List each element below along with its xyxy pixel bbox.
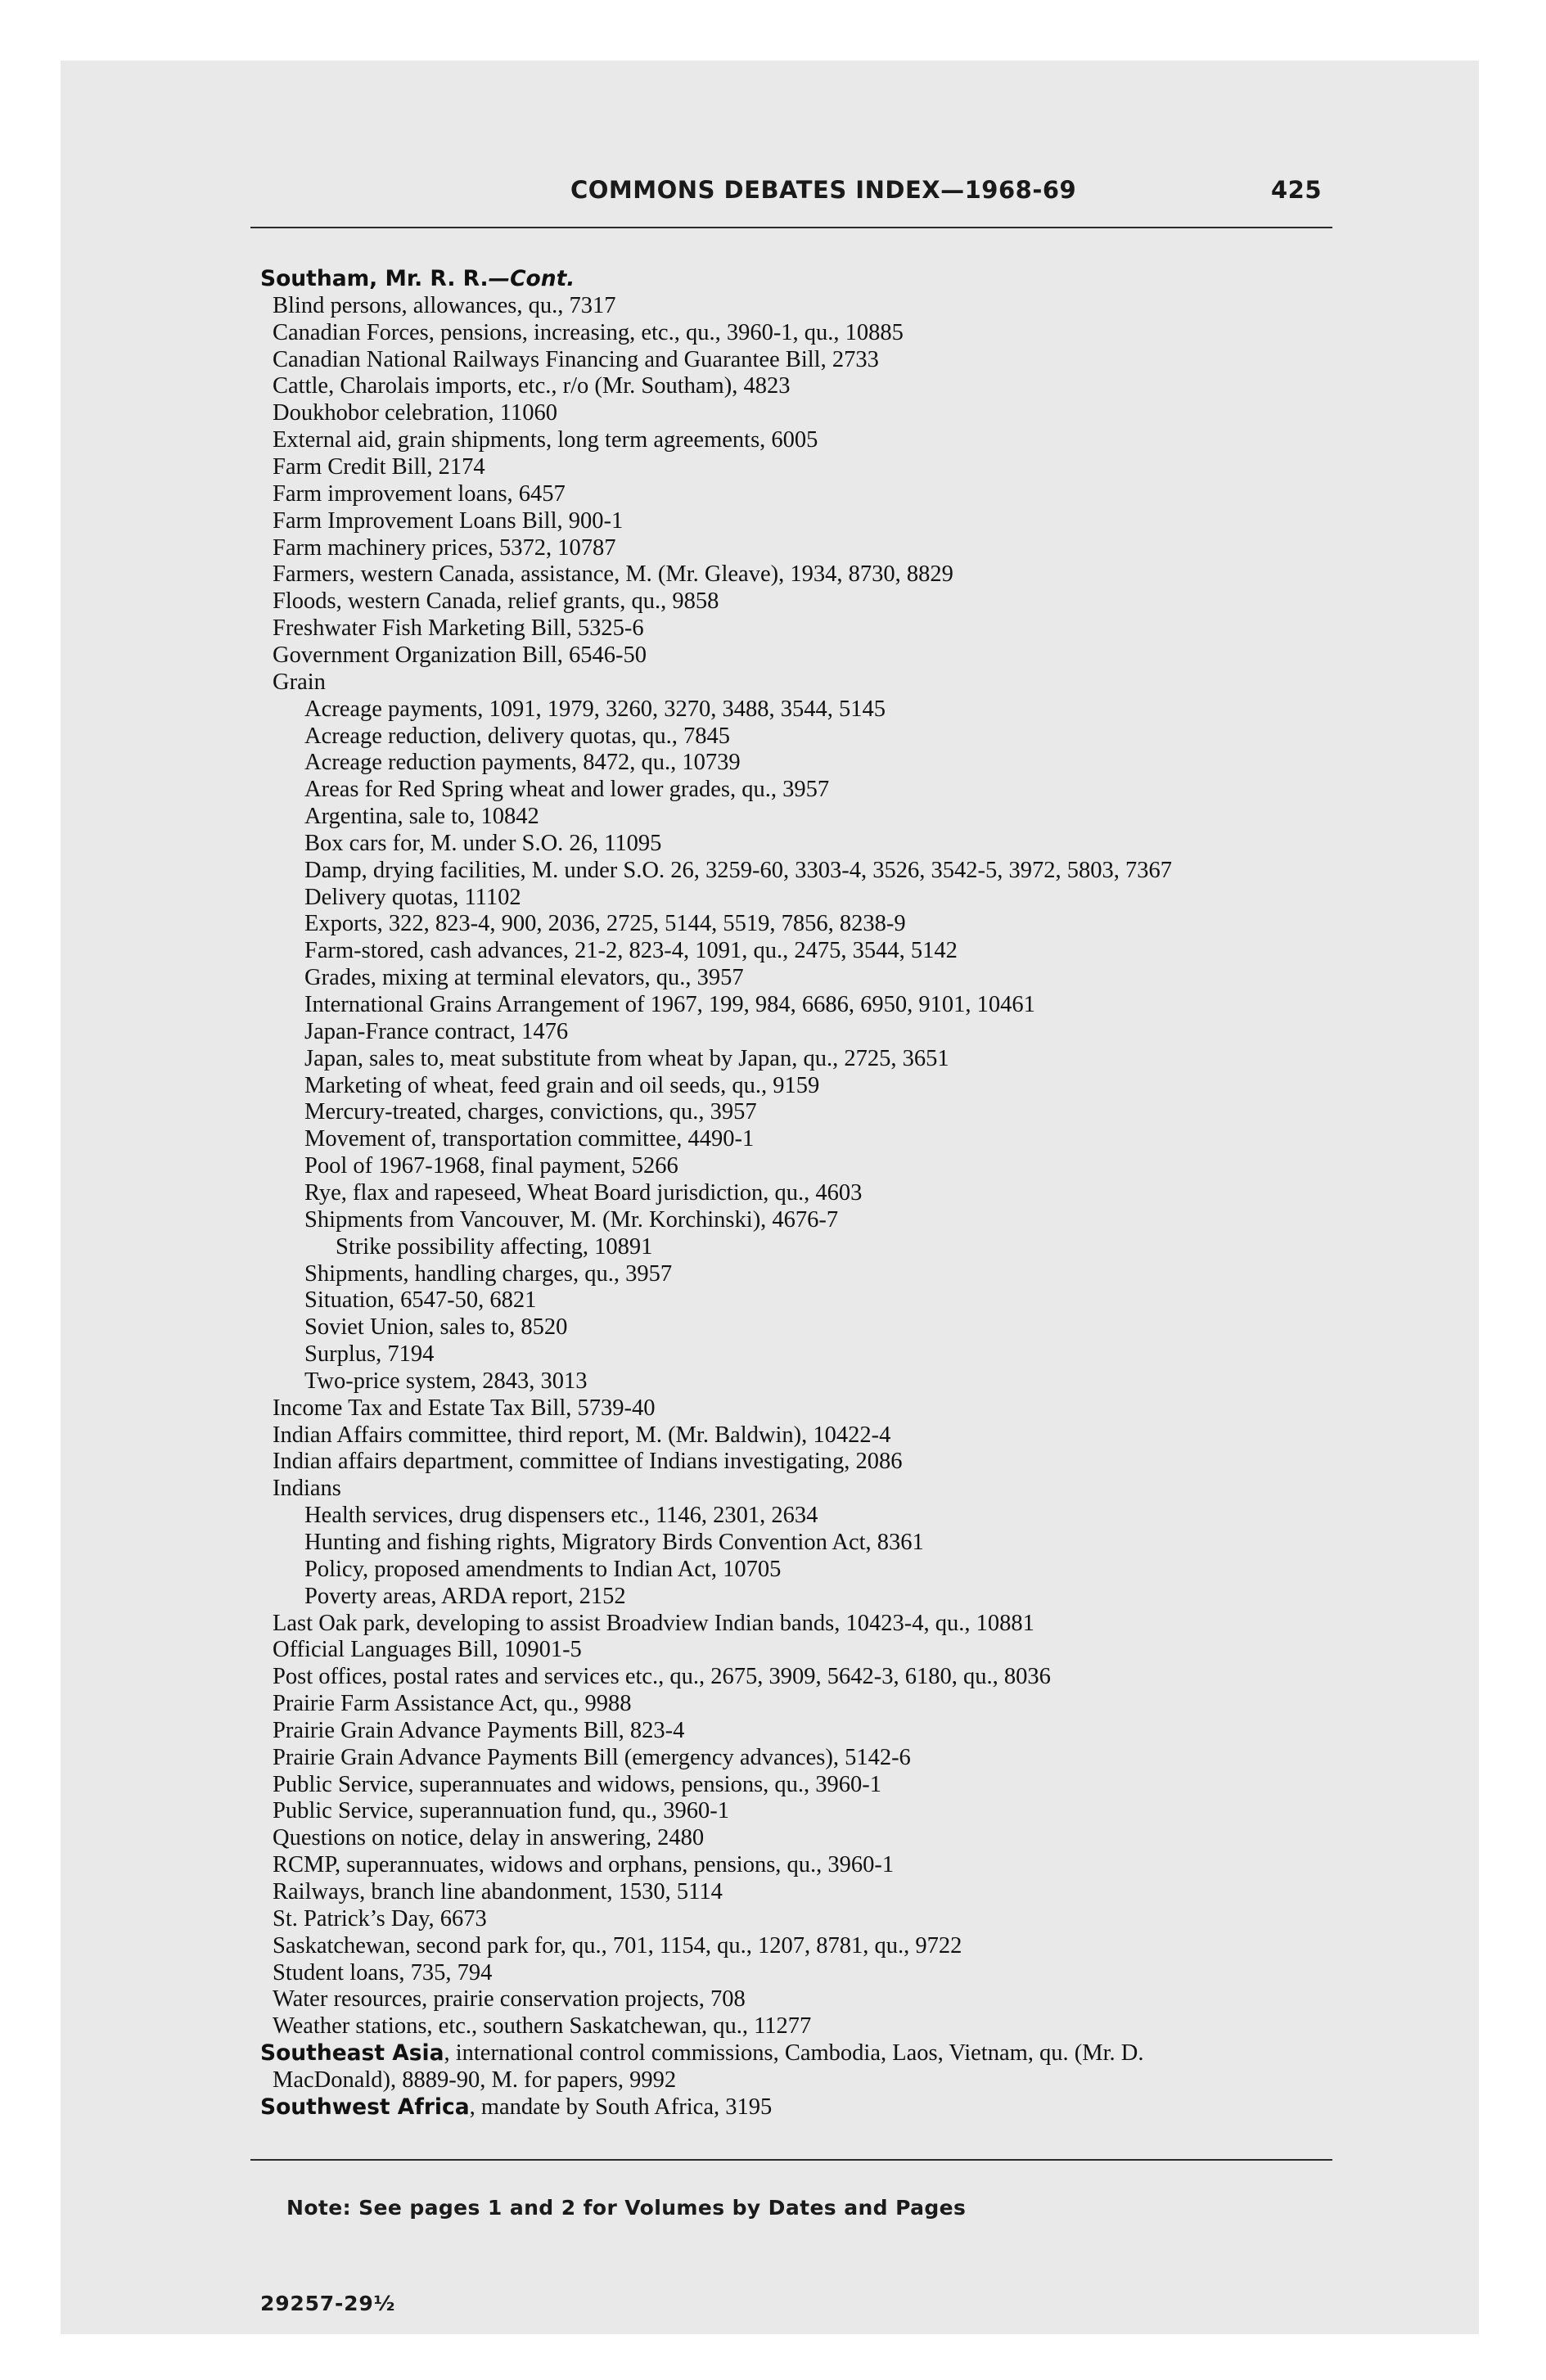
index-entry	[304, 751, 741, 775]
index-entry	[304, 1585, 626, 1609]
entry-text: External aid, grain shipments, long term agreements, 6005	[273, 427, 818, 453]
index-entry	[273, 1959, 493, 1986]
entry-text: Last Oak park, developing to assist Broadview Indian bands, 10423-4, qu., 10881	[273, 1610, 1034, 1636]
index-entry	[273, 644, 647, 668]
index-entry	[304, 886, 521, 910]
entry-text: Floods, western Canada, relief grants, qu., 9858	[273, 588, 719, 615]
entry-text: Japan-France contract, 1476	[304, 1018, 569, 1044]
index-entry	[273, 402, 557, 426]
entry-heading-suffix: —Cont.	[488, 266, 575, 291]
entry-text: Argentina, sale to, 10842	[304, 804, 539, 829]
entry-text: International Grains Arrangement of 1967, 199, 984, 6686, 6950, 9101, 10461	[304, 992, 1035, 1017]
index-entry	[304, 1072, 820, 1098]
entry-text: Acreage reduction payments, 8472, qu., 10739	[304, 750, 741, 776]
entry-text: Prairie Grain Advance Payments Bill (emergency advances), 5142-6	[273, 1744, 911, 1770]
index-entry	[273, 2015, 811, 2039]
entry-text: St. Patrick’s Day, 6673	[273, 1905, 487, 1931]
entry-text: Farm improvement loans, 6457	[273, 480, 566, 507]
entry-text: Indians	[273, 1476, 341, 1502]
entry-text: Soviet Union, sales to, 8520	[304, 1314, 568, 1341]
index-entry	[304, 1558, 781, 1582]
entry-text: Exports, 322, 823-4, 900, 2036, 2725, 5144, 5519, 7856, 8238-9	[304, 911, 906, 937]
index-entry	[273, 1881, 723, 1904]
entry-text: Canadian National Railways Financing and Guarantee Bill, 2733	[273, 346, 879, 372]
index-entry	[304, 1179, 863, 1206]
index-entry	[273, 1932, 962, 1959]
entry-text: Marketing of wheat, feed grain and oil seeds, qu., 9159	[304, 1072, 820, 1098]
print-code: 29257-29½	[260, 2292, 396, 2315]
index-entry	[304, 1206, 839, 1233]
entry-text: Shipments from Vancouver, M. (Mr. Korchinski), 4676-7	[304, 1206, 839, 1233]
index-entry	[273, 480, 566, 507]
entry-text: MacDonald), 8889-90, M. for papers, 9992	[273, 2067, 677, 2093]
index-entry	[304, 1128, 754, 1152]
entry-text: Prairie Grain Advance Payments Bill, 823-4	[273, 1717, 685, 1743]
entry-text: Situation, 6547-50, 6821	[304, 1287, 537, 1314]
page-title: COMMONS DEBATES INDEX—1968-69	[570, 176, 1077, 204]
index-entry	[273, 1450, 903, 1474]
entry-text: Weather stations, etc., southern Saskatchewan, qu., 11277	[273, 2013, 812, 2040]
entry-text: Railways, branch line abandonment, 1530, 5114	[273, 1879, 723, 1904]
index-entry	[304, 859, 1172, 883]
entry-text: Farm Improvement Loans Bill, 900-1	[273, 507, 624, 534]
index-entry	[304, 913, 906, 936]
entry-text: Pool of 1967-1968, final payment, 5266	[304, 1153, 678, 1179]
index-entry	[260, 268, 575, 291]
entry-text: Rye, flax and rapeseed, Wheat Board jurisdiction, qu., 4603	[304, 1179, 863, 1206]
index-entry	[273, 590, 719, 614]
entry-text: Official Languages Bill, 10901-5	[273, 1637, 582, 1663]
index-entry	[304, 832, 661, 856]
index-entry	[273, 1424, 890, 1448]
entry-text: Income Tax and Estate Tax Bill, 5739-40	[273, 1395, 656, 1421]
entry-text: Government Organization Bill, 6546-50	[273, 642, 647, 668]
index-entry	[273, 563, 953, 587]
entry-text: Public Service, superannuates and widows, pensions, qu., 3960-1	[273, 1771, 882, 1797]
index-entry	[304, 1045, 949, 1071]
entry-text: Student loans, 735, 794	[273, 1959, 493, 1986]
entry-text: Farm-stored, cash advances, 21-2, 823-4, 1091, qu., 2475, 3544, 5142	[304, 938, 958, 964]
entry-text: , mandate by South Africa, 3195	[469, 2094, 773, 2120]
index-entry	[304, 1155, 678, 1179]
index-entry	[273, 1905, 487, 1931]
entry-heading: Southam, Mr. R. R.	[260, 266, 489, 291]
index-entry	[273, 617, 644, 641]
index-entry	[273, 1988, 746, 2012]
index-entry	[260, 2096, 772, 2120]
index-entry	[304, 1018, 569, 1044]
entry-text: Acreage reduction, delivery quotas, qu., 7845	[304, 723, 730, 749]
entry-text: Prairie Farm Assistance Act, qu., 9988	[273, 1691, 632, 1717]
entry-text: Farm Credit Bill, 2174	[273, 454, 485, 480]
index-entry	[273, 1771, 882, 1797]
entry-text: Post offices, postal rates and services etc., qu., 2675, 3909, 5642-3, 6180, qu., 8036	[273, 1664, 1051, 1690]
index-entry	[273, 1477, 341, 1501]
index-entry	[304, 994, 1035, 1017]
entry-text: Damp, drying facilities, M. under S.O. 26, 3259-60, 3303-4, 3526, 3542-5, 3972, 5803, 7367	[304, 857, 1172, 883]
entry-text: Farmers, western Canada, assistance, M. (Mr. Gleave), 1934, 8730, 8829	[273, 561, 953, 588]
index-entry	[273, 1854, 894, 1877]
entry-text: Areas for Red Spring wheat and lower grades, qu., 3957	[304, 777, 830, 803]
index-entry	[273, 1800, 729, 1823]
index-entry	[273, 292, 616, 318]
entry-text: Indian affairs department, committee of Indians investigating, 2086	[273, 1449, 903, 1475]
entry-text: Hunting and fishing rights, Migratory Birds Convention Act, 8361	[304, 1530, 924, 1555]
entry-text: Indian Affairs committee, third report, M. (Mr. Baldwin), 10422-4	[273, 1422, 891, 1448]
entry-text: Movement of, transportation committee, 4490-1	[304, 1126, 755, 1152]
footer-rule	[250, 2159, 1332, 2161]
page-number: 425	[1271, 176, 1323, 204]
entry-heading: Southwest Africa	[260, 2094, 470, 2120]
entry-text: Canadian Forces, pensions, increasing, etc., qu., 3960-1, qu., 10885	[273, 319, 904, 345]
entry-text: Shipments, handling charges, qu., 3957	[304, 1260, 673, 1287]
index-entry	[304, 1531, 924, 1555]
entry-text: Two-price system, 2843, 3013	[304, 1368, 588, 1394]
index-entry	[273, 2069, 676, 2093]
index-entry	[304, 967, 744, 990]
index-entry	[273, 1666, 1051, 1689]
entry-text: Cattle, Charolais imports, etc., r/o (Mr. Southam), 4823	[273, 373, 791, 399]
index-entry	[304, 1260, 673, 1287]
entry-text: Freshwater Fish Marketing Bill, 5325-6	[273, 615, 644, 641]
index-entry	[273, 1639, 582, 1662]
entry-text: Questions on notice, delay in answering, 2480	[273, 1825, 705, 1851]
entry-text: Box cars for, M. under S.O. 26, 11095	[304, 830, 662, 856]
entry-text: Policy, proposed amendments to Indian Act, 10705	[304, 1556, 782, 1582]
index-entry	[304, 725, 730, 749]
index-entry	[304, 940, 958, 963]
entry-text: , international control commissions, Cambodia, Laos, Vietnam, qu. (Mr. D.	[444, 2040, 1144, 2067]
entry-text: Poverty areas, ARDA report, 2152	[304, 1583, 626, 1609]
entry-text: Delivery quotas, 11102	[304, 884, 521, 910]
entry-text: Doukhobor celebration, 11060	[273, 400, 557, 426]
entry-text: Japan, sales to, meat substitute from wheat by Japan, qu., 2725, 3651	[304, 1045, 949, 1071]
index-entry	[273, 1827, 704, 1850]
entry-text: Acreage payments, 1091, 1979, 3260, 3270, 3488, 3544, 5145	[304, 696, 886, 722]
index-entry	[304, 1316, 567, 1340]
entry-text: Mercury-treated, charges, convictions, qu., 3957	[304, 1099, 757, 1125]
index-entry	[273, 1744, 911, 1770]
index-entry	[273, 534, 616, 561]
entry-text: Grades, mixing at terminal elevators, qu., 3957	[304, 965, 744, 991]
index-entry	[304, 1343, 434, 1367]
index-entry	[273, 507, 624, 534]
index-entry	[304, 805, 539, 829]
index-entry	[273, 429, 818, 453]
entry-text: Strike possibility affecting, 10891	[336, 1233, 653, 1260]
index-entry	[273, 319, 904, 345]
entry-text: Blind persons, allowances, qu., 7317	[273, 292, 616, 318]
entry-text: Public Service, superannuation fund, qu., 3960-1	[273, 1798, 730, 1824]
entry-text: RCMP, superannuates, widows and orphans, pensions, qu., 3960-1	[273, 1852, 895, 1878]
entry-text: Farm machinery prices, 5372, 10787	[273, 534, 616, 561]
index-entry	[273, 1397, 655, 1421]
index-entry	[304, 1370, 588, 1394]
index-entry	[273, 1693, 632, 1716]
index-entry	[273, 456, 485, 480]
index-entry	[260, 2042, 1143, 2066]
volumes-note: Note: See pages 1 and 2 for Volumes by Dates and Pages	[286, 2196, 967, 2220]
index-entry	[273, 375, 790, 399]
index-entry	[304, 778, 829, 802]
entry-text: Saskatchewan, second park for, qu., 701, 1154, qu., 1207, 8781, qu., 9722	[273, 1932, 962, 1959]
entry-text: Surplus, 7194	[304, 1341, 435, 1367]
index-entry	[304, 1504, 818, 1528]
entry-text: Grain	[273, 669, 326, 695]
entry-heading: Southeast Asia	[260, 2040, 444, 2067]
index-entry	[304, 1289, 536, 1313]
index-entry	[273, 1717, 685, 1743]
index-entry	[273, 1612, 1034, 1636]
entry-text: Health services, drug dispensers etc., 1146, 2301, 2634	[304, 1503, 818, 1529]
index-entry	[273, 671, 326, 695]
index-entry	[273, 346, 879, 372]
index-entry	[336, 1233, 653, 1260]
index-entry	[304, 1101, 757, 1125]
index-entry	[304, 698, 886, 722]
entry-text: Water resources, prairie conservation projects, 708	[273, 1986, 746, 2013]
